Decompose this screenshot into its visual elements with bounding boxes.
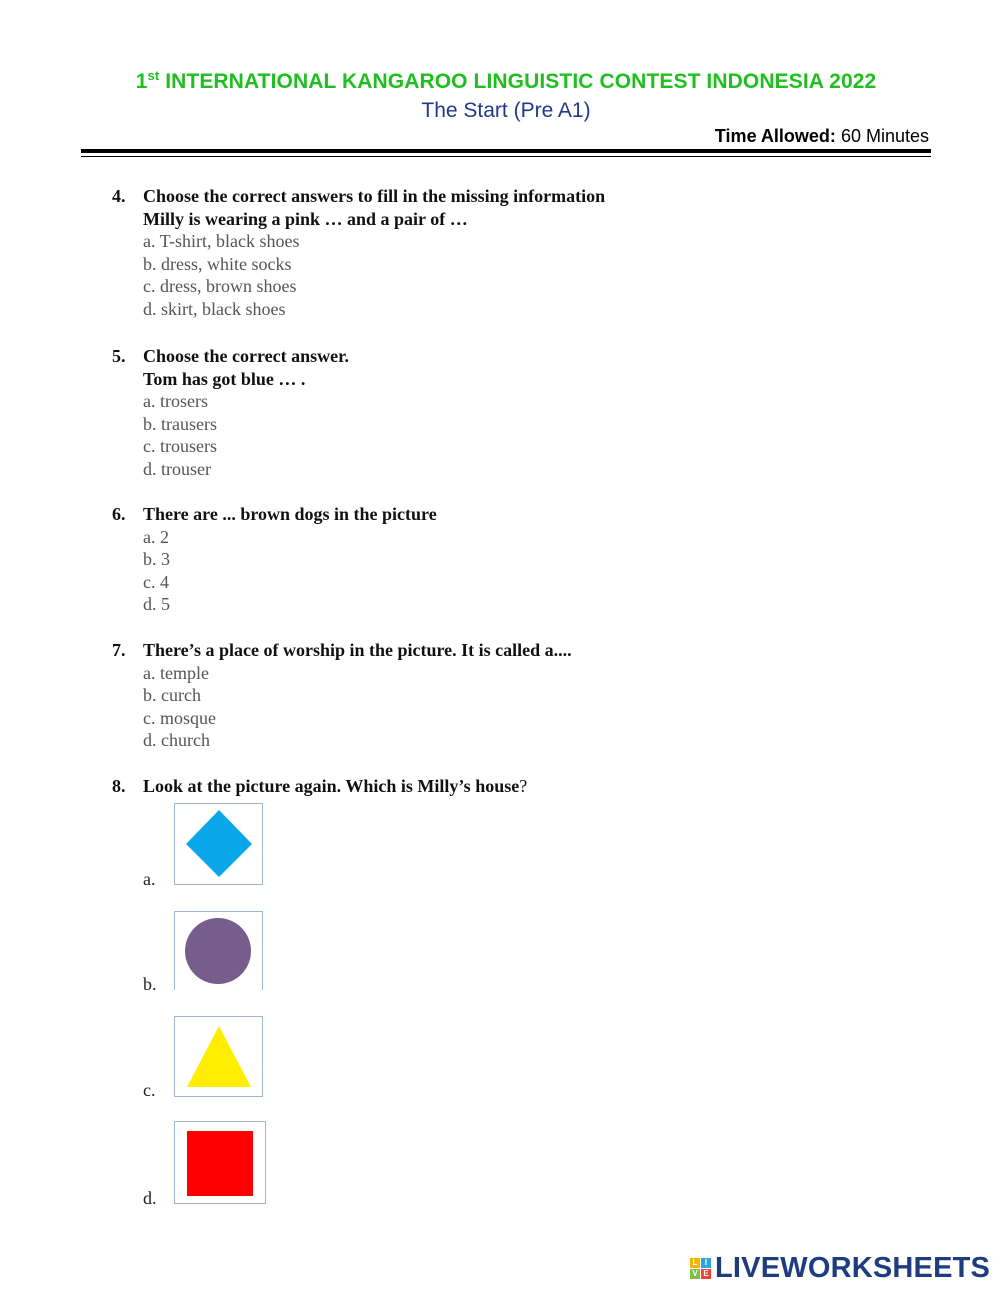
option-b-label: b. bbox=[143, 974, 157, 994]
option-b[interactable]: b. dress, white socks bbox=[143, 253, 292, 274]
option-a[interactable]: a. T-shirt, black shoes bbox=[143, 231, 300, 252]
diamond-icon bbox=[175, 804, 262, 884]
circle-shape bbox=[185, 918, 251, 984]
contest-title bbox=[0, 70, 1000, 94]
question-7 bbox=[112, 639, 572, 752]
option-c-image[interactable] bbox=[174, 1016, 263, 1097]
question-4 bbox=[112, 185, 605, 321]
logo-letter: E bbox=[701, 1269, 711, 1279]
title-ordinal: 1 bbox=[135, 70, 148, 93]
question-6 bbox=[112, 503, 437, 616]
question-number: 7. bbox=[112, 640, 126, 660]
triangle-icon bbox=[175, 1017, 262, 1096]
title-ordinal-suffix: st bbox=[147, 68, 160, 83]
option-c[interactable]: c. mosque bbox=[143, 707, 216, 728]
question-sentence: Tom has got blue … . bbox=[143, 368, 306, 389]
circle-icon bbox=[175, 912, 262, 990]
option-d[interactable]: d. church bbox=[143, 730, 210, 751]
question-prompt: There are ... brown dogs in the picture bbox=[143, 504, 437, 524]
question-sentence: Milly is wearing a pink … and a pair of … bbox=[143, 208, 468, 229]
header-divider-thin bbox=[81, 156, 931, 157]
option-a[interactable]: a. trosers bbox=[143, 391, 208, 412]
question-5 bbox=[112, 345, 349, 481]
question-number: 4. bbox=[112, 186, 126, 206]
time-label: Time Allowed: bbox=[714, 126, 836, 146]
diamond-shape bbox=[186, 810, 252, 877]
liveworksheets-logo bbox=[690, 1252, 990, 1284]
option-a-label: a. bbox=[143, 869, 156, 889]
question-prompt: Choose the correct answer. bbox=[143, 346, 349, 366]
square-shape bbox=[187, 1131, 253, 1196]
question-number: 5. bbox=[112, 346, 126, 366]
option-d[interactable]: d. trouser bbox=[143, 458, 211, 479]
option-c-label: c. bbox=[143, 1080, 156, 1100]
option-d-label: d. bbox=[143, 1188, 157, 1208]
option-c[interactable]: c. 4 bbox=[143, 571, 169, 592]
option-d-image[interactable] bbox=[174, 1121, 266, 1204]
question-number: 6. bbox=[112, 504, 126, 524]
option-d[interactable]: d. skirt, black shoes bbox=[143, 298, 286, 319]
time-value: 60 Minutes bbox=[840, 126, 929, 146]
option-a-image[interactable] bbox=[174, 803, 263, 885]
logo-letter: L bbox=[690, 1258, 700, 1268]
square-icon bbox=[175, 1122, 265, 1203]
brand-name: LIVEWORKSHEETS bbox=[715, 1251, 991, 1284]
option-b[interactable]: b. trausers bbox=[143, 413, 217, 434]
option-c[interactable]: c. trousers bbox=[143, 436, 217, 457]
level-subtitle: The Start (Pre A1) bbox=[421, 99, 591, 122]
question-number: 8. bbox=[112, 776, 126, 796]
question-8 bbox=[112, 775, 527, 798]
option-a[interactable]: a. temple bbox=[143, 662, 209, 683]
logo-letter: V bbox=[690, 1269, 700, 1279]
time-allowed bbox=[715, 126, 929, 147]
question-prompt: There’s a place of worship in the picture. It is called a.... bbox=[143, 640, 572, 660]
question-prompt: Choose the correct answers to fill in the missing information bbox=[143, 186, 606, 206]
option-c[interactable]: c. dress, brown shoes bbox=[143, 276, 297, 297]
title-text: INTERNATIONAL KANGAROO LINGUISTIC CONTEST INDONESIA 2022 bbox=[165, 70, 877, 93]
option-b[interactable]: b. curch bbox=[143, 685, 201, 706]
question-prompt: Look at the picture again. Which is Milly’s house bbox=[143, 776, 520, 796]
header-divider-thick bbox=[81, 149, 931, 153]
logo-letter: I bbox=[701, 1258, 711, 1268]
triangle-shape bbox=[187, 1026, 251, 1087]
option-b[interactable]: b. 3 bbox=[143, 549, 170, 570]
option-b-image[interactable] bbox=[174, 911, 263, 990]
option-d[interactable]: d. 5 bbox=[143, 594, 170, 615]
question-mark: ? bbox=[519, 776, 528, 796]
option-a[interactable]: a. 2 bbox=[143, 526, 169, 547]
logo-mark-icon bbox=[690, 1258, 711, 1279]
